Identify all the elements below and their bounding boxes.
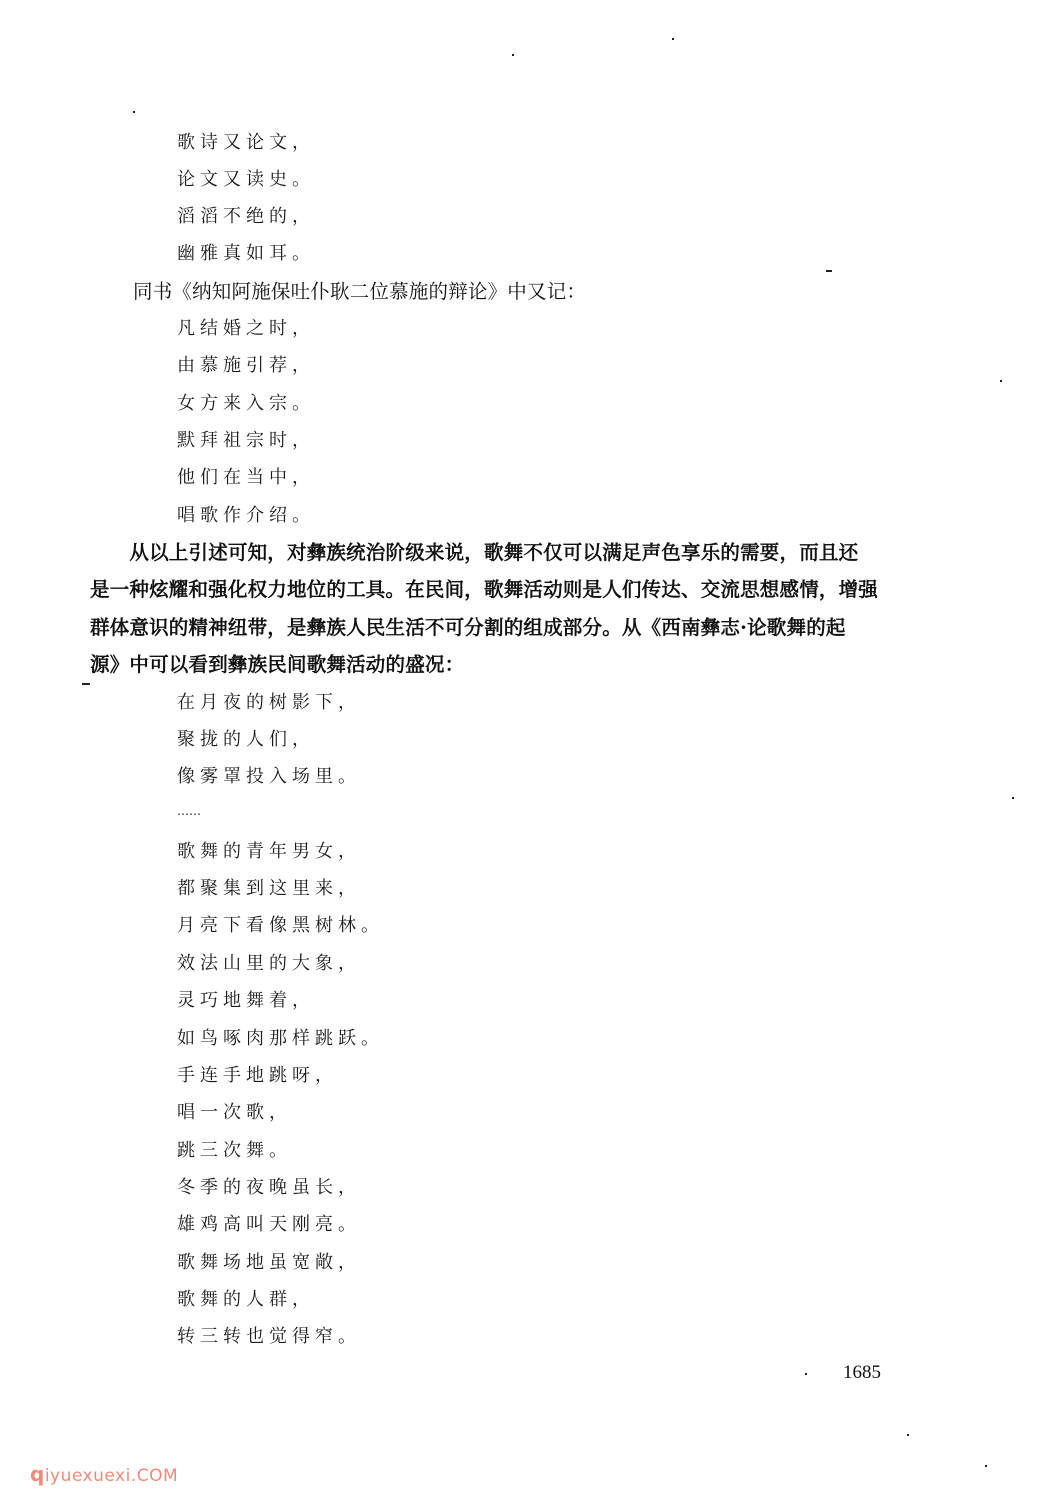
verse-line: 效法山里的大象， <box>177 953 361 974</box>
scan-speck <box>133 111 135 113</box>
paragraph-line: 源》中可以看到彝族民间歌舞活动的盛况： <box>90 653 465 676</box>
page-number: 1685 <box>843 1362 881 1383</box>
verse-line: 如鸟啄肉那样跳跃。 <box>177 1028 384 1049</box>
scan-speck <box>672 38 674 40</box>
verse-line: 雄鸡高叫天刚亮。 <box>177 1214 361 1235</box>
verse-line: 手连手地跳呀， <box>177 1065 338 1086</box>
paragraph-line: 群体意识的精神纽带，是彝族人民生活不可分割的组成部分。从《西南彝志·论歌舞的起 <box>90 616 846 639</box>
ellipsis-line: …… <box>177 804 201 818</box>
verse-line: 歌舞场地虽宽敞， <box>177 1252 361 1273</box>
verse-line: 转三转也觉得窄。 <box>177 1326 361 1347</box>
verse-line: 他们在当中， <box>177 467 315 488</box>
scan-speck <box>826 270 832 272</box>
verse-line: 女方来入宗。 <box>177 393 315 414</box>
intro-line: 同书《纳知阿施保吐仆耿二位慕施的辩论》中又记： <box>133 280 587 303</box>
scan-speck <box>82 683 90 685</box>
verse-line: 月亮下看像黑树林。 <box>177 915 384 936</box>
verse-line: 聚拢的人们， <box>177 729 315 750</box>
verse-line: 在月夜的树影下， <box>177 692 361 713</box>
verse-line: 歌舞的青年男女， <box>177 841 361 862</box>
verse-line: 像雾罩投入场里。 <box>177 766 361 787</box>
scan-speck <box>1012 797 1014 799</box>
verse-line: 跳三次舞。 <box>177 1140 292 1161</box>
watermark-first-letter: q <box>30 1462 45 1486</box>
scan-speck <box>907 1434 909 1436</box>
verse-line: 幽雅真如耳。 <box>177 243 315 264</box>
scan-speck <box>1000 380 1002 382</box>
watermark-text: iyuexuexi.COM <box>44 1466 179 1486</box>
scan-speck <box>985 1465 987 1467</box>
paragraph-line: 是一种炫耀和强化权力地位的工具。在民间，歌舞活动则是人们传达、交流思想感情，增强 <box>90 578 879 601</box>
scan-speck <box>512 54 514 56</box>
verse-line: 论文又读史。 <box>177 169 315 190</box>
verse-line: 灵巧地舞着， <box>177 990 315 1011</box>
verse-line: 滔滔不绝的， <box>177 206 315 227</box>
verse-line: 歌舞的人群， <box>177 1289 315 1310</box>
verse-line: 都聚集到这里来， <box>177 878 361 899</box>
verse-line: 由慕施引荐， <box>177 355 315 376</box>
verse-line: 默拜祖宗时， <box>177 430 315 451</box>
paragraph-line: 从以上引述可知，对彝族统治阶级来说，歌舞不仅可以满足声色享乐的需要，而且还 <box>90 541 859 564</box>
verse-line: 歌诗又论文， <box>177 132 315 153</box>
verse-line: 冬季的夜晚虽长， <box>177 1177 361 1198</box>
verse-line: 凡结婚之时， <box>177 318 315 339</box>
verse-line: 唱歌作介绍。 <box>177 505 315 526</box>
verse-line: 唱一次歌， <box>177 1102 292 1123</box>
watermark <box>30 1462 178 1486</box>
scan-speck <box>805 1373 807 1375</box>
